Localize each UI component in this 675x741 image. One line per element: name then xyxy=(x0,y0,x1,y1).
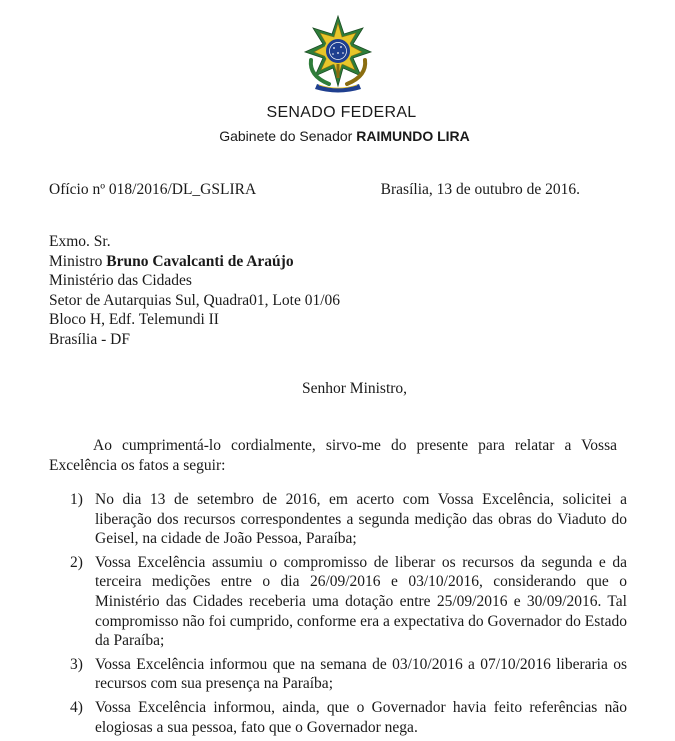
recipient-ministry: Ministério das Cidades xyxy=(49,272,192,290)
facts-list xyxy=(49,490,627,741)
recipient-title: Ministro xyxy=(49,252,103,270)
list-item xyxy=(49,698,627,737)
item-text: Vossa Excelência assumiu o compromisso de liberar os recursos da segunda e da terceira medições entre o dia 26/09/2016 e 03/10/2016, considerando que o Ministério das Cidades receberia uma dotação entre 25/09/2016 e 30/09/2016. Tal compromisso não foi cumprido, conforme era a expectativa do Governador do Estado da Paraíba; xyxy=(95,553,627,650)
list-item xyxy=(49,490,627,549)
recipient-city: Brasília - DF xyxy=(49,330,130,348)
office-prefix: Gabinete do Senador xyxy=(219,128,353,144)
intro-paragraph: Ao cumprimentá-lo cordialmente, sirvo-me do presente para relatar a Vossa Excelência os fatos a seguir: xyxy=(49,437,617,474)
institution-title: SENADO FEDERAL xyxy=(266,104,417,121)
list-item xyxy=(49,655,627,694)
coat-of-arms-emblem xyxy=(299,14,377,94)
recipient-address-line-2: Bloco H, Edf. Telemundi II xyxy=(49,311,219,329)
salutation: Senhor Ministro, xyxy=(302,380,408,397)
place-date: Brasília, 13 de outubro de 2016. xyxy=(380,181,580,198)
recipient-greeting: Exmo. Sr. xyxy=(49,233,111,250)
recipient-name-line xyxy=(49,252,340,272)
item-number: 2) xyxy=(70,553,83,571)
recipient-name: Bruno Cavalcanti de Araújo xyxy=(106,252,294,270)
office-subtitle xyxy=(0,128,675,144)
recipient-address-line-1: Setor de Autarquias Sul, Quadra01, Lote 01/06 xyxy=(49,291,341,309)
recipient-address-block xyxy=(49,232,340,350)
list-item xyxy=(49,553,627,651)
item-text: Vossa Excelência informou que na semana de 03/10/2016 a 07/10/2016 liberaria os recursos com sua presença na Paraíba; xyxy=(95,655,627,693)
item-text: No dia 13 de setembro de 2016, em acerto com Vossa Excelência, solicitei a liberação dos recursos correspondentes a segunda medição das obras do Viaduto do Geisel, na cidade de João Pessoa, Paraíba; xyxy=(95,491,627,548)
item-text: Vossa Excelência informou, ainda, que o Governador havia feito referências não elogiosas a sua pessoa, fato que o Governador nega. xyxy=(95,698,627,736)
item-number: 4) xyxy=(70,698,83,716)
item-number: 3) xyxy=(70,655,83,673)
oficio-number: Ofício nº 018/2016/DL_GSLIRA xyxy=(49,181,257,198)
reference-line xyxy=(49,181,580,199)
item-number: 1) xyxy=(70,491,83,508)
senator-name: RAIMUNDO LIRA xyxy=(356,128,470,144)
